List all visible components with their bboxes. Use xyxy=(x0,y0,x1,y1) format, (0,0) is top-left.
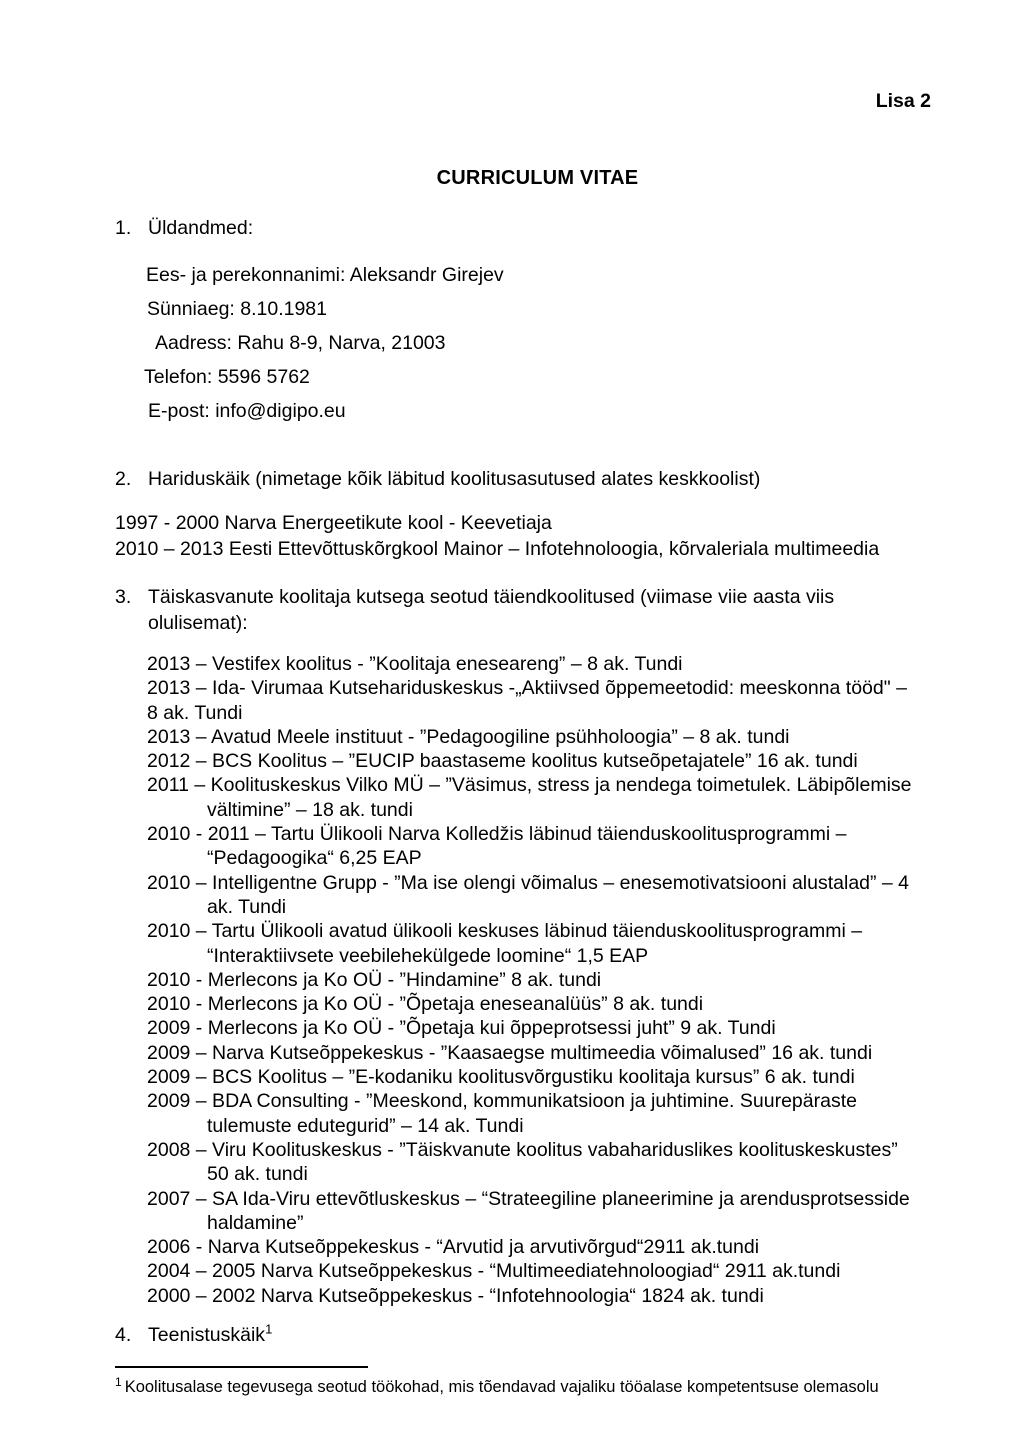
training-line-13: 2010 - Merlecons ja Ko OÜ - ”Hindamine” 8 ak. tundi xyxy=(147,968,602,991)
section-2-number: 2. xyxy=(115,468,132,490)
personal-field-4: E-post: info@digipo.eu xyxy=(148,400,346,422)
training-line-18: 2009 – BDA Consulting - ”Meeskond, kommunikatsioon ja juhtimine. Suurepäraste xyxy=(147,1090,857,1113)
training-line-1: 2013 – Ida- Virumaa Kutsehariduskeskus -„Aktiivsed õppemeetodid: meeskonna tööd" – xyxy=(147,677,907,700)
section-4-heading xyxy=(115,1322,272,1348)
personal-field-0: Ees- ja perekonnanimi: Aleksandr Girejev xyxy=(146,264,504,286)
training-line-19: tulemuste edutegurid” – 14 ak. Tundi xyxy=(207,1114,524,1137)
section-1-heading xyxy=(115,215,253,241)
section-1-number: 1. xyxy=(115,217,132,239)
training-list xyxy=(147,652,912,1308)
training-line-17: 2009 – BCS Koolitus – ”E-kodaniku koolitusvõrgustiku koolitaja kursus” 6 ak. tundi xyxy=(147,1066,855,1089)
training-line-15: 2009 - Merlecons ja Ko OÜ - ”Õpetaja kui õppeprotsessi juht” 9 ak. Tundi xyxy=(147,1017,776,1040)
personal-data-fields xyxy=(144,264,504,434)
training-line-25: 2004 – 2005 Narva Kutseõppekeskus - “Multimeediatehnoloogiad“ 2911 ak.tundi xyxy=(147,1260,841,1283)
footnote xyxy=(115,1374,879,1397)
personal-field-3: Telefon: 5596 5762 xyxy=(144,366,310,388)
section-3-label-line1: Täiskasvanute koolitaja kutsega seotud täiendkoolitused (viimase viie aasta viis xyxy=(148,586,835,608)
education-entry-0: 1997 - 2000 Narva Energeetikute kool - Keevetiaja xyxy=(115,512,552,534)
education-list xyxy=(115,510,879,562)
training-line-4: 2012 – BCS Koolitus – ”EUCIP baastaseme koolitus kutseõpetajatele” 16 ak. tundi xyxy=(147,750,858,773)
training-line-16: 2009 – Narva Kutseõppekeskus - ”Kaasaegse multimeedia võimalused” 16 ak. tundi xyxy=(147,1041,873,1064)
section-1-label: Üldandmed: xyxy=(148,217,254,239)
section-2-heading xyxy=(115,466,760,492)
training-line-14: 2010 - Merlecons ja Ko OÜ - ”Õpetaja eneseanalüüs” 8 ak. tundi xyxy=(147,993,704,1016)
training-line-3: 2013 – Avatud Meele instituut - ”Pedagoogiline psühholoogia” – 8 ak. tundi xyxy=(147,725,790,748)
personal-field-2: Aadress: Rahu 8-9, Narva, 21003 xyxy=(155,332,446,354)
document-title: CURRICULUM VITAE xyxy=(436,167,639,189)
training-line-23: haldamine” xyxy=(207,1211,304,1234)
training-line-26: 2000 – 2002 Narva Kutseõppekeskus - “Infotehnoologia“ 1824 ak. tundi xyxy=(147,1284,764,1307)
footnote-text: Koolitusalase tegevusega seotud töökohad, mis tõendavad vajaliku tööalase kompetentsuse olemasolu xyxy=(124,1378,879,1396)
education-entry-1: 2010 – 2013 Eesti Ettevõttuskõrgkool Mainor – Infotehnoloogia, kõrvaleriala multimeedia xyxy=(115,538,880,560)
training-line-24: 2006 - Narva Kutseõppekeskus - “Arvutid ja arvutivõrgud“2911 ak.tundi xyxy=(147,1236,760,1259)
section-3-heading xyxy=(115,584,834,636)
section-4-number: 4. xyxy=(115,1324,132,1346)
training-line-10: ak. Tundi xyxy=(207,895,287,918)
section-2-label: Hariduskäik (nimetage kõik läbitud koolitusasutused alates keskkoolist) xyxy=(148,468,761,490)
footnote-reference-mark: 1 xyxy=(265,1321,273,1337)
training-line-6: vältimine” – 18 ak. tundi xyxy=(207,798,413,821)
personal-field-1: Sünniaeg: 8.10.1981 xyxy=(147,298,327,320)
training-line-12: “Interaktiivsete veebilehekülgede loomine“ 1,5 EAP xyxy=(207,944,649,967)
training-line-5: 2011 – Koolituskeskus Vilko MÜ – ”Väsimus, stress ja nendega toimetulek. Läbipõlemise xyxy=(147,774,912,797)
footnote-number: 1 xyxy=(115,1374,122,1389)
annex-label: Lisa 2 xyxy=(875,90,931,112)
training-line-7: 2010 - 2011 – Tartu Ülikooli Narva Kolledžis läbinud täienduskoolitusprogrammi – xyxy=(147,823,847,846)
section-3-number: 3. xyxy=(115,586,132,608)
section-3-label-line2: olulisemat): xyxy=(148,612,248,634)
training-line-20: 2008 – Viru Koolituskeskus - ”Täiskvanute koolitus vabahariduslikes koolituskeskustes” xyxy=(147,1138,898,1161)
training-line-2: 8 ak. Tundi xyxy=(147,701,243,724)
training-line-21: 50 ak. tundi xyxy=(207,1163,308,1186)
training-line-11: 2010 – Tartu Ülikooli avatud ülikooli keskuses läbinud täienduskoolitusprogrammi – xyxy=(147,920,863,943)
footnote-separator-line xyxy=(115,1366,368,1368)
training-line-22: 2007 – SA Ida-Viru ettevõtluskeskus – “Strateegiline planeerimine ja arendusprotsesside xyxy=(147,1187,910,1210)
section-4-label: Teenistuskäik xyxy=(148,1324,266,1346)
training-line-8: “Pedagoogika“ 6,25 EAP xyxy=(207,847,422,870)
training-line-9: 2010 – Intelligentne Grupp - ”Ma ise olengi võimalus – enesemotivatsiooni alustalad” – 4 xyxy=(147,871,910,894)
training-line-0: 2013 – Vestifex koolitus - ”Koolitaja eneseareng” – 8 ak. Tundi xyxy=(147,653,683,675)
